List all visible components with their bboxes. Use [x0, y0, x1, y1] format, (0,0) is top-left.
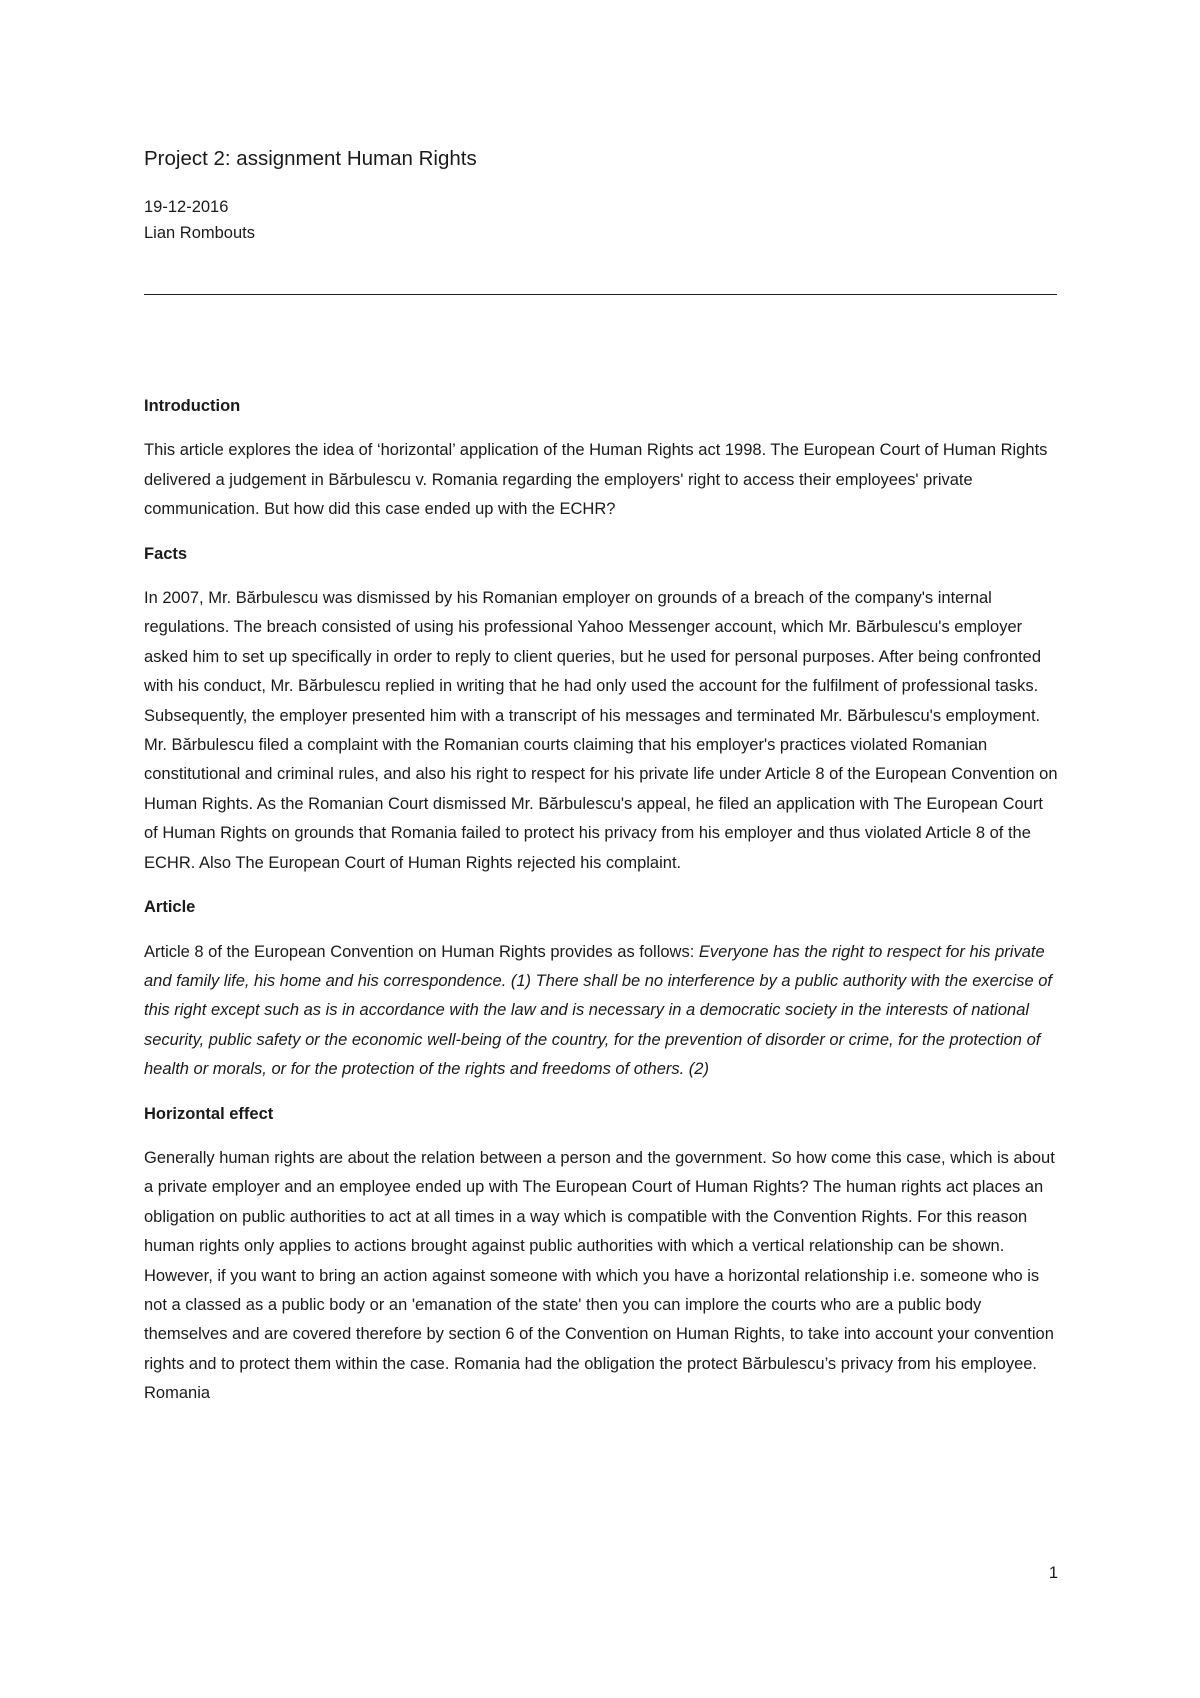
- introduction-heading: Introduction: [144, 397, 241, 415]
- header-divider: [144, 294, 1057, 295]
- document-author: Lian Rombouts: [144, 224, 255, 242]
- article-intro: Article 8 of the European Convention on Human Rights provides as follows:: [144, 942, 699, 961]
- facts-paragraph: In 2007, Mr. Bărbulescu was dismissed by his Romanian employer on grounds of a breach of the company's internal regulations. The breach consisted of using his professional Yahoo Messenger account, which Mr. Bărbulescu's employer asked him to set up specifically in order to reply to client queries, but he used for personal purposes. After being confronted with his conduct, Mr. Bărbulescu replied in writing that he had only used the account for the fulfilment of professional tasks. Subsequently, the employer presented him with a transcript of his messages and terminated Mr. Bărbulescu's employment. Mr. Bărbulescu filed a complaint with the Romanian courts claiming that his employer's practices violated Romanian constitutional and criminal rules, and also his right to respect for his private life under Article 8 of the European Convention on Human Rights. As the Romanian Court dismissed Mr. Bărbulescu's appeal, he filed an application with The European Court of Human Rights on grounds that Romania failed to protect his privacy from his employer and thus violated Article 8 of the ECHR. Also The European Court of Human Rights rejected his complaint.: [144, 589, 1058, 872]
- document-date: 19-12-2016: [144, 198, 229, 216]
- article-paragraph: [144, 938, 1058, 1085]
- page-number: 1: [1048, 1564, 1058, 1582]
- facts-heading: Facts: [144, 544, 188, 563]
- document-page: [144, 0, 1058, 1698]
- article-quote: Everyone has the right to respect for his private and family life, his home and his correspondence. (1) There shall be no interference by a public authority with the exercise of this right except such as is in accordance with the law and is necessary in a democratic society in the interests of national security, public safety or the economic well-being of the country, for the prevention of disorder or crime, for the protection of health or morals, or for the protection of the rights and freedoms of others. (2): [144, 942, 1052, 1079]
- article-heading: Article: [144, 898, 196, 917]
- horizontal-effect-heading: Horizontal effect: [144, 1104, 274, 1123]
- document-body: [144, 392, 1058, 1424]
- document-title: Project 2: assignment Human Rights: [144, 147, 477, 170]
- introduction-paragraph: This article explores the idea of ‘horizontal’ application of the Human Rights act 1998. The European Court of Human Rights delivered a judgement in Bărbulescu v. Romania regarding the employers' right to access their employees' private communication. But how did this case ended up with the ECHR?: [144, 441, 1048, 519]
- horizontal-effect-paragraph: Generally human rights are about the relation between a person and the government. So how come this case, which is about a private employer and an employee ended up with The European Court of Human Rights? The human rights act places an obligation on public authorities to act at all times in a way which is compatible with the Convention Rights. For this reason human rights only applies to actions brought against public authorities with which a vertical relationship can be shown. However, if you want to bring an action against someone with which you have a horizontal relationship i.e. someone who is not a classed as a public body or an 'emanation of the state' then you can implore the courts who are a public body themselves and are covered therefore by section 6 of the Convention on Human Rights, to take into account your convention rights and to protect them within the case. Romania had the obligation the protect Bărbulescu’s privacy from his employee. Romania: [144, 1148, 1055, 1403]
